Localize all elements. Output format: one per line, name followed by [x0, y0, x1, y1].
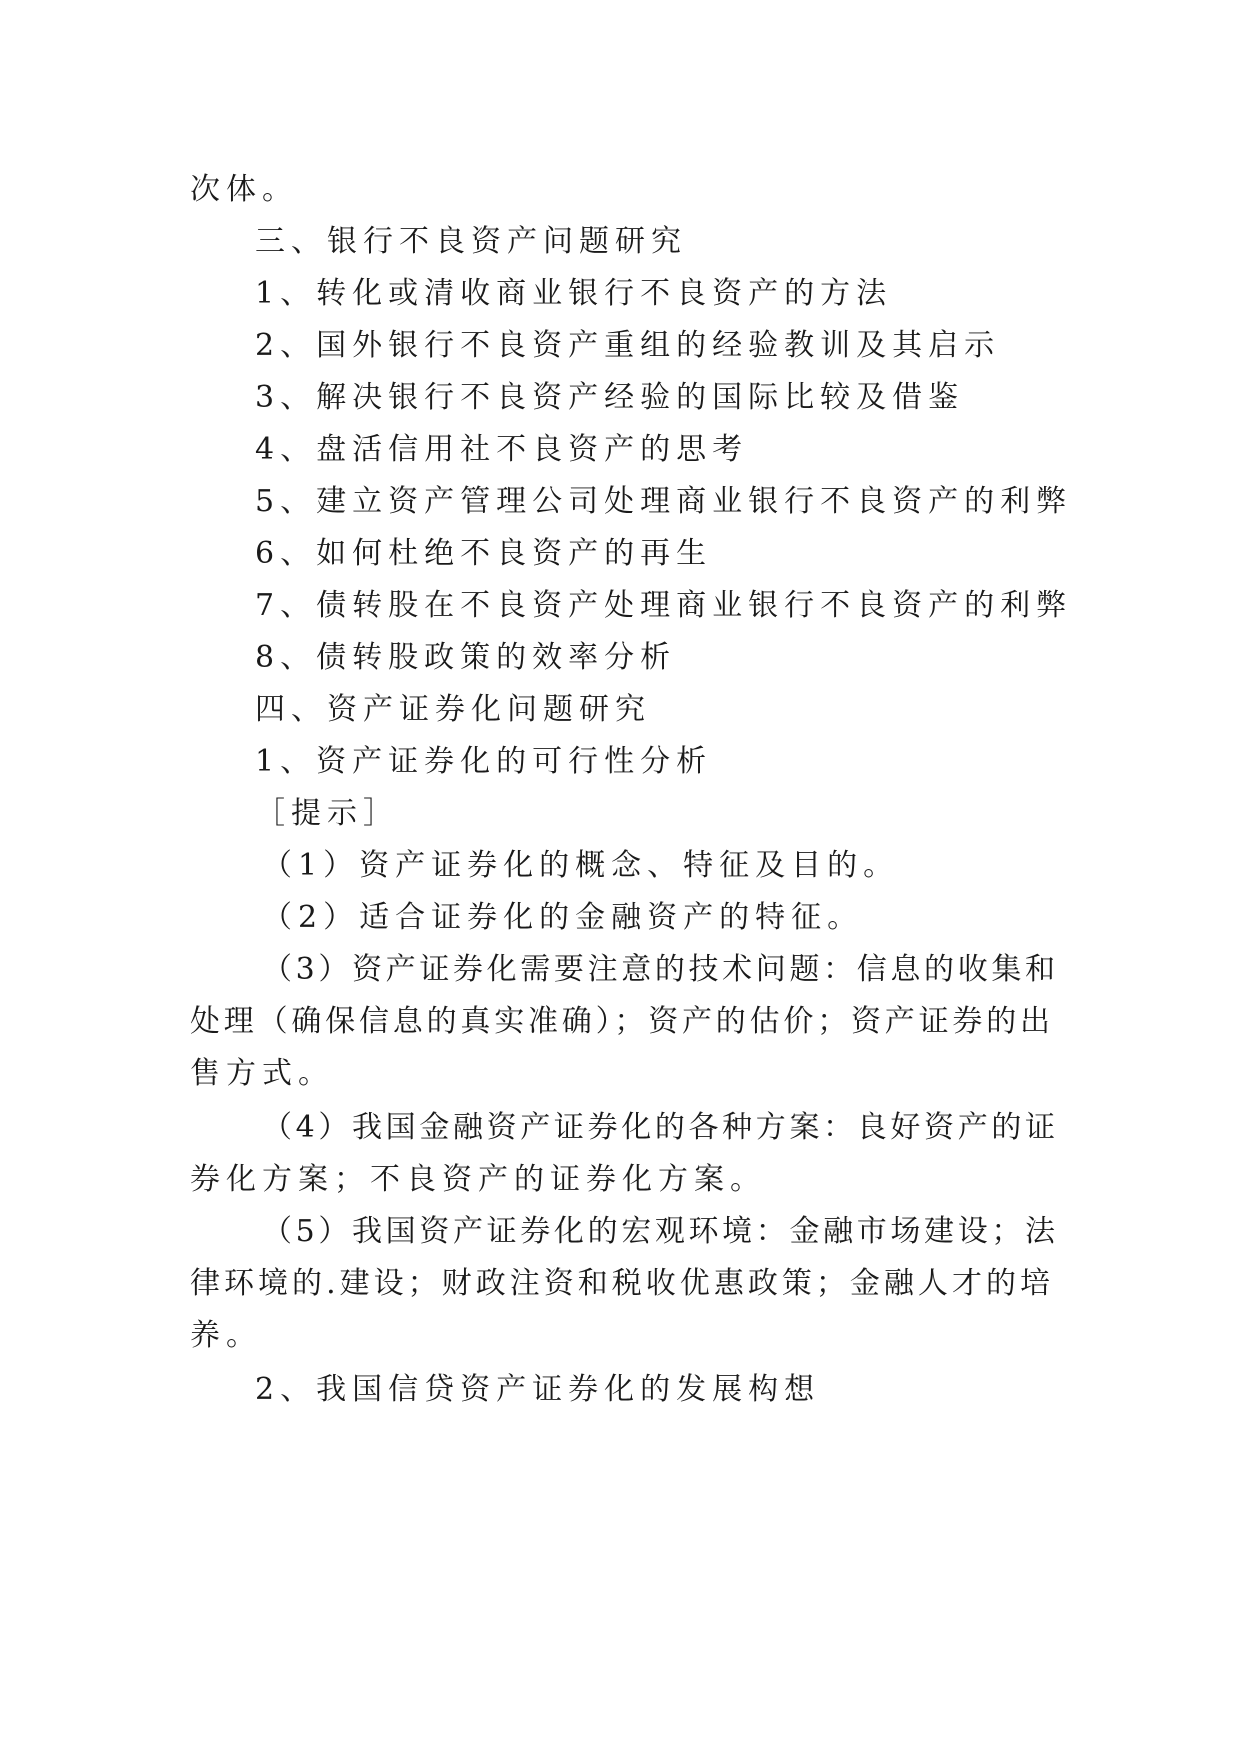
hint-item-continuation: 养。 — [190, 1318, 262, 1353]
list-item: 1、转化或清收商业银行不良资产的方法 — [255, 276, 893, 311]
list-item: 4、盘活信用社不良资产的思考 — [255, 432, 749, 467]
list-item: 2、国外银行不良资产重组的经验教训及其启示 — [255, 328, 1001, 363]
hint-item-continuation: 处理（确保信息的真实准确）；资产的估价；资产证券的出 — [190, 1004, 1050, 1039]
list-item: 7、债转股在不良资产处理商业银行不良资产的利弊 — [255, 588, 1073, 623]
hint-item-continuation: 售方式。 — [190, 1056, 334, 1091]
list-item: 6、如何杜绝不良资产的再生 — [255, 536, 713, 571]
list-item: 1、资产证券化的可行性分析 — [255, 744, 713, 779]
hint-item-continuation: 律环境的.建设；财政注资和税收优惠政策；金融人才的培 — [190, 1266, 1050, 1301]
list-item: 5、建立资产管理公司处理商业银行不良资产的利弊 — [255, 484, 1073, 519]
section-heading-3: 三、银行不良资产问题研究 — [255, 224, 687, 259]
hint-item: （1）资产证券化的概念、特征及目的。 — [262, 848, 900, 883]
list-item: 3、解决银行不良资产经验的国际比较及借鉴 — [255, 380, 965, 415]
hint-item: （2）适合证券化的金融资产的特征。 — [262, 900, 864, 935]
paragraph-line-continuation: 次体。 — [190, 172, 298, 207]
hint-item-continuation: 券化方案；不良资产的证券化方案。 — [190, 1162, 766, 1197]
list-item: 8、债转股政策的效率分析 — [255, 640, 677, 675]
hint-item: （4）我国金融资产证券化的各种方案：良好资产的证 — [262, 1110, 1055, 1145]
section-heading-4: 四、资产证券化问题研究 — [255, 692, 651, 727]
hint-item: （5）我国资产证券化的宏观环境：金融市场建设；法 — [262, 1214, 1055, 1249]
hint-item: （3）资产证券化需要注意的技术问题：信息的收集和 — [262, 952, 1055, 987]
hint-label: ［提示］ — [255, 796, 399, 831]
list-item: 2、我国信贷资产证券化的发展构想 — [255, 1372, 821, 1407]
